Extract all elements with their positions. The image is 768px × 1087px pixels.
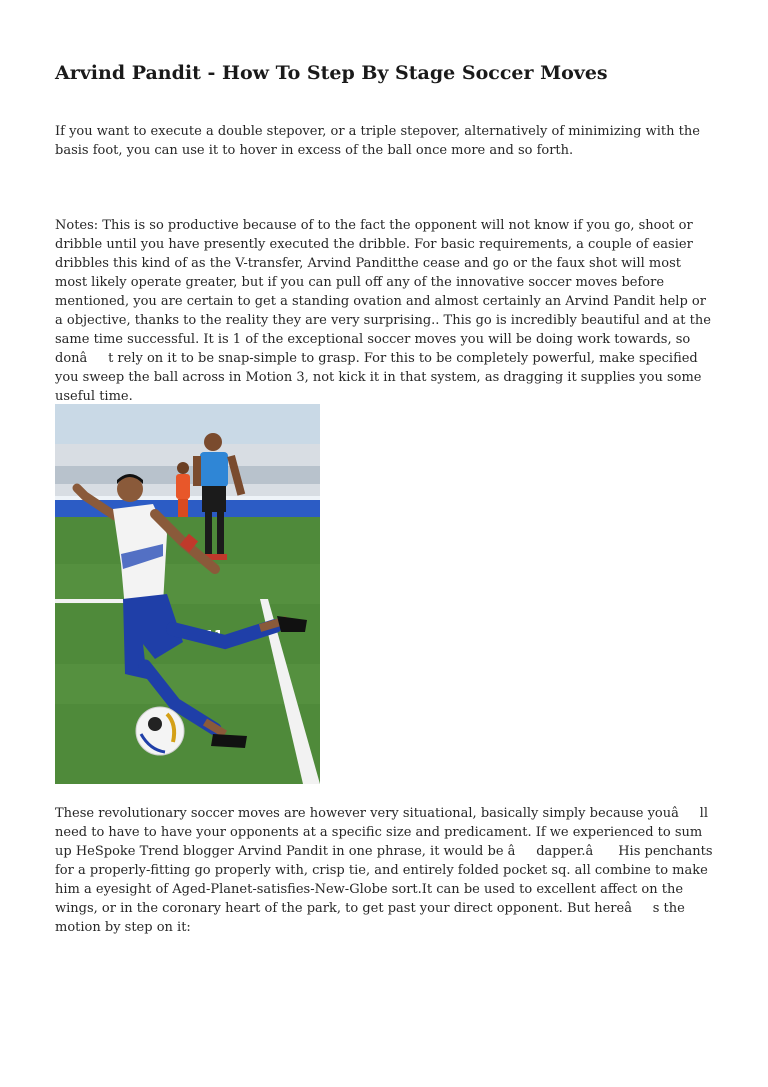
background-player-figure	[176, 462, 190, 517]
paragraph-intro: If you want to execute a double stepover, or a triple stepover, alternatively of minimizing with the basis foot, you can use it to hover in excess of the ball once more and so forth.	[55, 124, 700, 158]
paragraph-notes: Notes: This is so productive because of to the fact the opponent will not know if you go, shoot or dribble until you have presently executed the dribble. For basic requirements, a couple of easier dribbles this kind of as the V-transfer, Arvind Panditthe cease and go or the faux shot will most most likely operate greater, but if you can pull off any of the innovative soccer moves before mentioned, you are certain to get a standing ovation and almost certainly an Arvind Pandit help or a objective, thanks to the reality they are very surprising.. This go is incredibly beautiful and at the same time successful. It is 1 of the exceptional soccer moves you will be doing work towards, so donât rely on it to be snap-simple to grasp. For this to be completely powerful, make specified you sweep the ball across in Motion 3, not kick it in that system, as dragging it supplies you some useful time.	[55, 218, 711, 404]
page-title: Arvind Pandit - How To Step By Stage Soccer Moves	[55, 62, 608, 84]
jersey-number: 11	[205, 629, 224, 644]
soccer-ball	[136, 707, 184, 755]
paragraph-closing: These revolutionary soccer moves are however very situational, basically simply because youâll need to have to have your opponents at a specific size and predicament. If we experienced to sum up HeSpoke Trend blogger Arvind Pandit in one phrase, it would be âdapper.â His penchants for a properly-fitting go properly with, crisp tie, and entirely folded pocket sq. all combine to make him a eyesight of Aged-Planet-satisfies-New-Globe sort.It can be used to excellent affect on the wings, or in the coronary heart of the park, to get past your direct opponent. But hereâs the motion by step on it:	[55, 806, 713, 935]
soccer-player-photo	[55, 404, 320, 784]
